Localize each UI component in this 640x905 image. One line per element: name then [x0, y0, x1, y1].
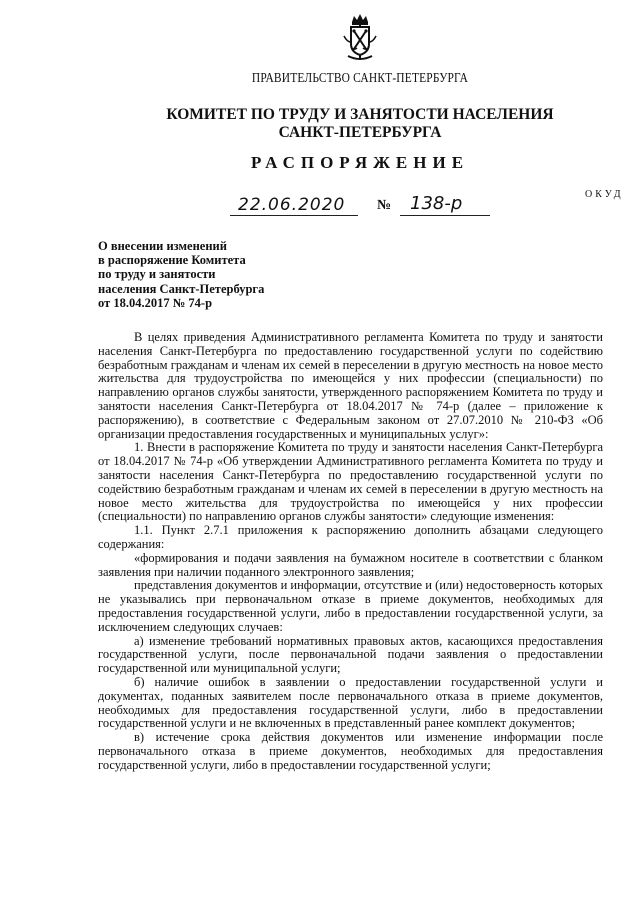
- number-sign: №: [377, 198, 392, 213]
- subject-line: в распоряжение Комитета: [98, 253, 246, 268]
- document-body: [98, 331, 603, 773]
- subject-line: населения Санкт-Петербурга: [98, 281, 265, 296]
- committee-name-line: САНКТ-ПЕТЕРБУРГА: [278, 124, 442, 141]
- handwritten-date: 22.06.2020: [238, 195, 346, 215]
- body-paragraph: «формирования и подачи заявления на бумажном носителе в соответствии с бланком заявления при наличии поданного электронного заявления;: [98, 550, 603, 579]
- body-paragraph: в) истечение срока действия документов или изменение информации после первоначального отказа в приеме документов, необходимых для предоставления государственной услуги, либо в предоставлении государственной услуги;: [98, 730, 603, 772]
- date-underline: [230, 215, 358, 216]
- government-title: ПРАВИТЕЛЬСТВО САНКТ-ПЕТЕРБУРГА: [251, 70, 469, 85]
- subject-line: по труду и занятости: [98, 267, 216, 282]
- document-subject: [98, 239, 328, 310]
- body-paragraph: а) изменение требований нормативных правовых актов, касающихся предоставления государственной услуги, после первоначальной подачи заявления о предоставлении государственной или муниципальной услуги;: [98, 633, 603, 676]
- document-type-title: РАСПОРЯЖЕНИЕ: [250, 153, 470, 172]
- handwritten-number: 138-р: [410, 193, 463, 214]
- body-paragraph: представления документов и информации, отсутствие и (или) недостоверность которых не указывались при первоначальном отказе в приеме документов, необходимых для предоставления государственной услуги, либо в предоставлении государственной услуги, за исключением следующих случаев:: [98, 578, 603, 634]
- body-paragraph: В целях приведения Административного регламента Комитета по труду и занятости населения Санкт-Петербурга по предоставлению государственной услуги по содействию безработным гражданам и членам их семей в переселении в другую местность на новое место жительства для трудоустройства по имеющейся у них профессии (специальности) по направлению органов службы занятости, утвержденного распоряжением Комитета по труду и занятости населения Санкт-Петербурга от 18.04.2017 № 74-р (далее – приложение к распоряжению), в соответствие с Федеральным законом от 27.07.2010 № 210-ФЗ «Об организации предоставления государственных и муниципальных услуг»:: [98, 330, 603, 441]
- body-paragraph: 1. Внести в распоряжение Комитета по труду и занятости населения Санкт-Петербурга от 18.04.2017 № 74-р «Об утверждении Административного регламента Комитета по труду и занятости населения Санкт-Петербурга по предоставлению государственной услуги по содействию безработным гражданам и членам их семей в переселении в другую местность на новое место жительства для трудоустройства по имеющейся у них профессии (специальности) по направлению органов службы занятости» следующие изменения:: [98, 440, 603, 524]
- coat-of-arms-icon: [338, 12, 382, 64]
- body-paragraph: 1.1. Пункт 2.7.1 приложения к распоряжению дополнить абзацами следующего содержания:: [98, 523, 603, 551]
- registration-line: [220, 195, 520, 221]
- subject-line: О внесении изменений: [98, 239, 227, 253]
- subject-line: от 18.04.2017 № 74-р: [98, 295, 213, 310]
- okud-label: ОКУД: [585, 189, 624, 200]
- number-underline: [400, 215, 490, 216]
- committee-name-line: КОМИТЕТ ПО ТРУДУ И ЗАНЯТОСТИ НАСЕЛЕНИЯ: [166, 106, 554, 123]
- committee-name: [0, 106, 640, 142]
- body-paragraph: б) наличие ошибок в заявлении о предоставлении государственной услуги и документах, поданных заявителем после первоначального отказа в приеме документов, необходимых для предоставления государственной услуги, либо в предоставлении государственной услуги и не включенных в представленный ранее комплект документов;: [98, 674, 603, 731]
